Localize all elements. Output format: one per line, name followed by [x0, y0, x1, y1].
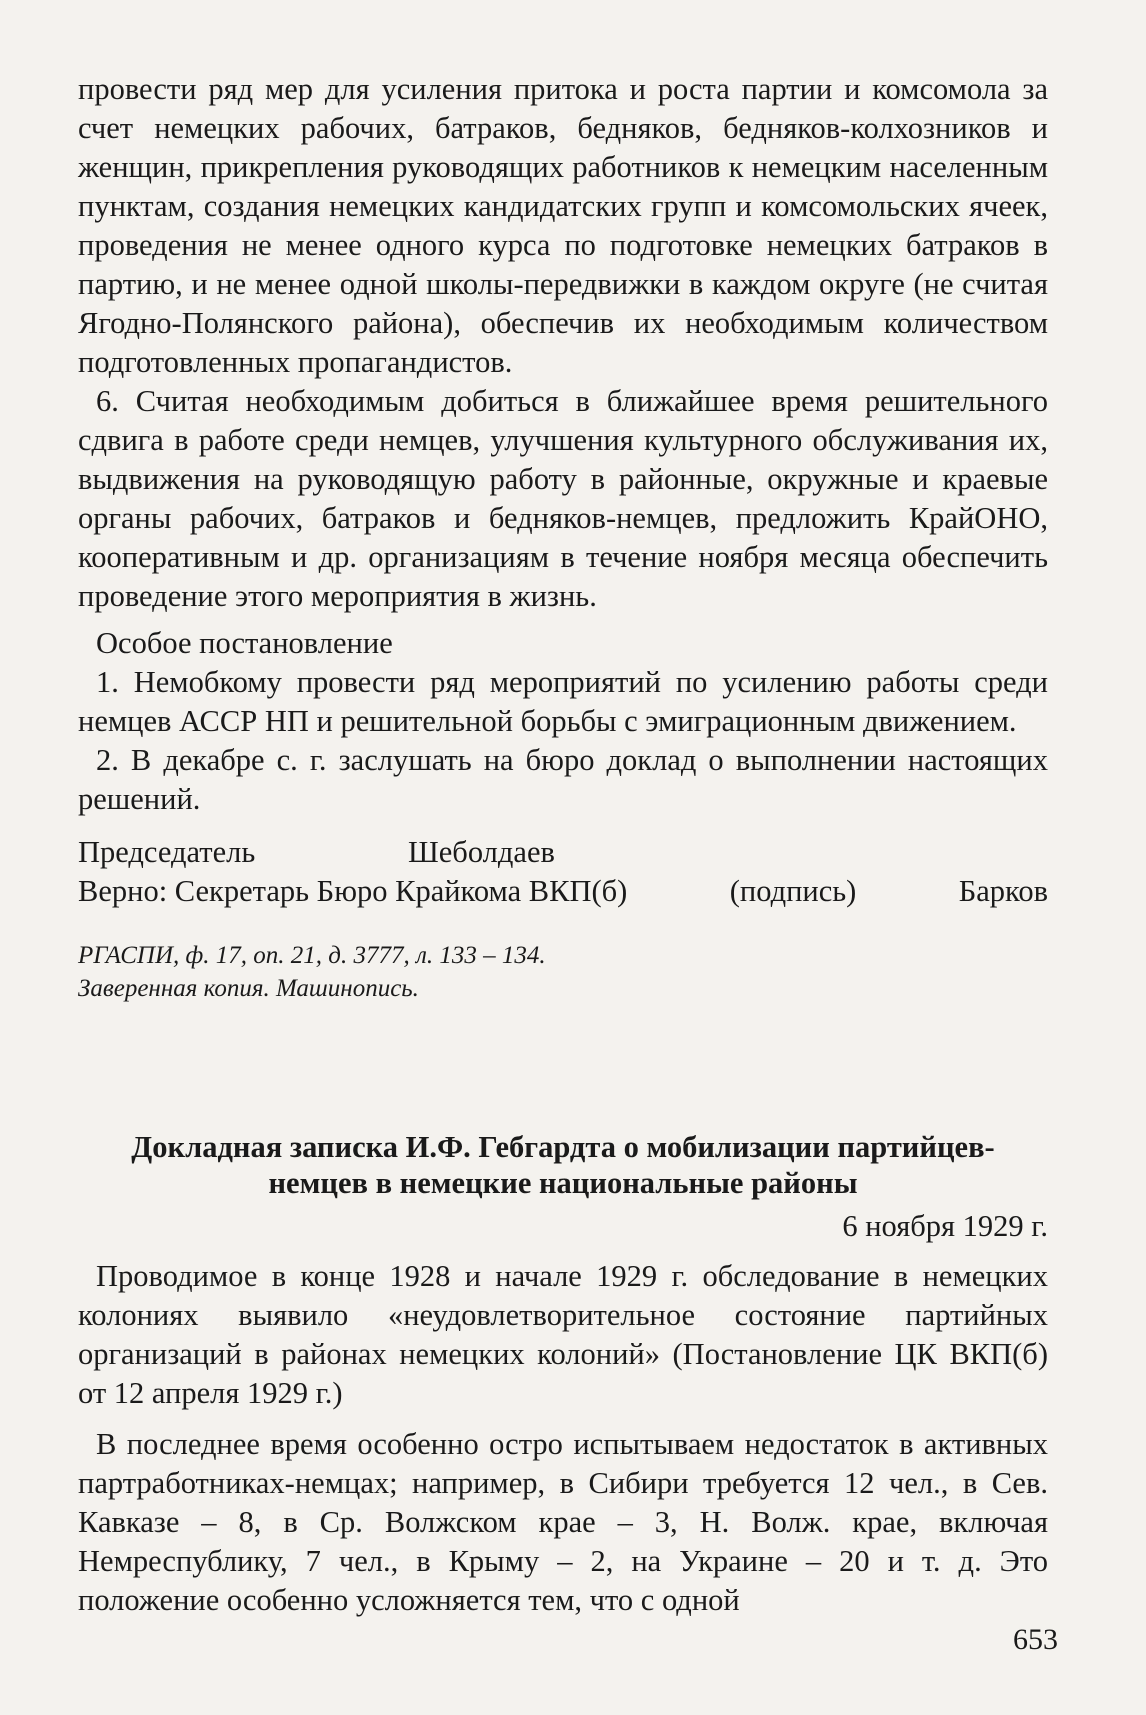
- document-date: 6 ноября 1929 г.: [842, 1209, 1048, 1243]
- verno-sign: (подпись): [729, 874, 857, 908]
- copy-note: Заверенная копия. Машинопись.: [78, 975, 419, 1002]
- special-resolution-item-2: 2. В декабре с. г. заслушать на бюро доклад о выполнении настоящих решений.: [78, 743, 1048, 816]
- paragraph-point-6: 6. Считая необходимым добиться в ближайшее время решительного сдвига в работе среди немцев, улучшения культурного обслуживания их, выдвижения на руководящую работу в районные, окружные и краевые органы рабочих, батраков и бедняков-немцев, предложить КрайОНО, кооперативным и др. организациям в течение ноября месяца обеспечить проведение этого мероприятия в жизнь.: [78, 384, 1048, 613]
- chair-label: Председатель: [78, 835, 256, 869]
- chair-name: Шеболдаев: [408, 835, 555, 869]
- verno-label: Верно: Секретарь Бюро Крайкома ВКП(б): [78, 874, 628, 908]
- document-paragraph-2: В последнее время особенно остро испытываем недостаток в активных партработниках-немцах; например, в Сибири требуется 12 чел., в Сев. Кавказе – 8, в Ср. Волжском крае – 3, Н. Волж. крае, включая Немреспублику, 7 чел., в Крыму – 2, на Украине – 20 и т. д. Это положение особенно усложняется тем, что с одной: [78, 1427, 1048, 1617]
- document-title-line-2: немцев в немецкие национальные районы: [268, 1166, 858, 1200]
- verno-name: Барков: [958, 874, 1048, 908]
- special-resolution-item-1: 1. Немобкому провести ряд мероприятий по усилению работы среди немцев АССР НП и решительной борьбы с эмиграционным движением.: [78, 665, 1048, 738]
- archive-reference: РГАСПИ, ф. 17, оп. 21, д. 3777, л. 133 – 134.: [78, 942, 546, 969]
- special-resolution-heading: Особое постановление: [96, 626, 393, 660]
- archive-source: [78, 939, 1048, 1005]
- page-number: 653: [1013, 1623, 1058, 1656]
- document-title: [78, 1129, 1048, 1201]
- verno-signature: [78, 872, 1048, 911]
- document-title-line-1: Докладная записка И.Ф. Гебгардта о мобилизации партийцев-: [131, 1130, 995, 1164]
- document-paragraph-1: Проводимое в конце 1928 и начале 1929 г. обследование в немецких колониях выявило «неудовлетворительное состояние партийных организаций в районах немецких колоний» (Постановление ЦК ВКП(б) от 12 апреля 1929 г.): [78, 1259, 1048, 1410]
- page-content: [78, 70, 1048, 1620]
- paragraph-continuation: провести ряд мер для усиления притока и роста партии и комсомола за счет немецких рабочих, батраков, бедняков, бедняков-колхозников и женщин, прикрепления руководящих работников к немецким населенным пунктам, создания немецких кандидатских групп и комсомольских ячеек, проведения не менее одного курса по подготовке немецких батраков в партию, и не менее одной школы-передвижки в каждом округе (не считая Ягодно-Полянского района), обеспечив их необходимым количеством подготовленных пропагандистов.: [78, 72, 1048, 379]
- chair-signature: [78, 833, 1048, 872]
